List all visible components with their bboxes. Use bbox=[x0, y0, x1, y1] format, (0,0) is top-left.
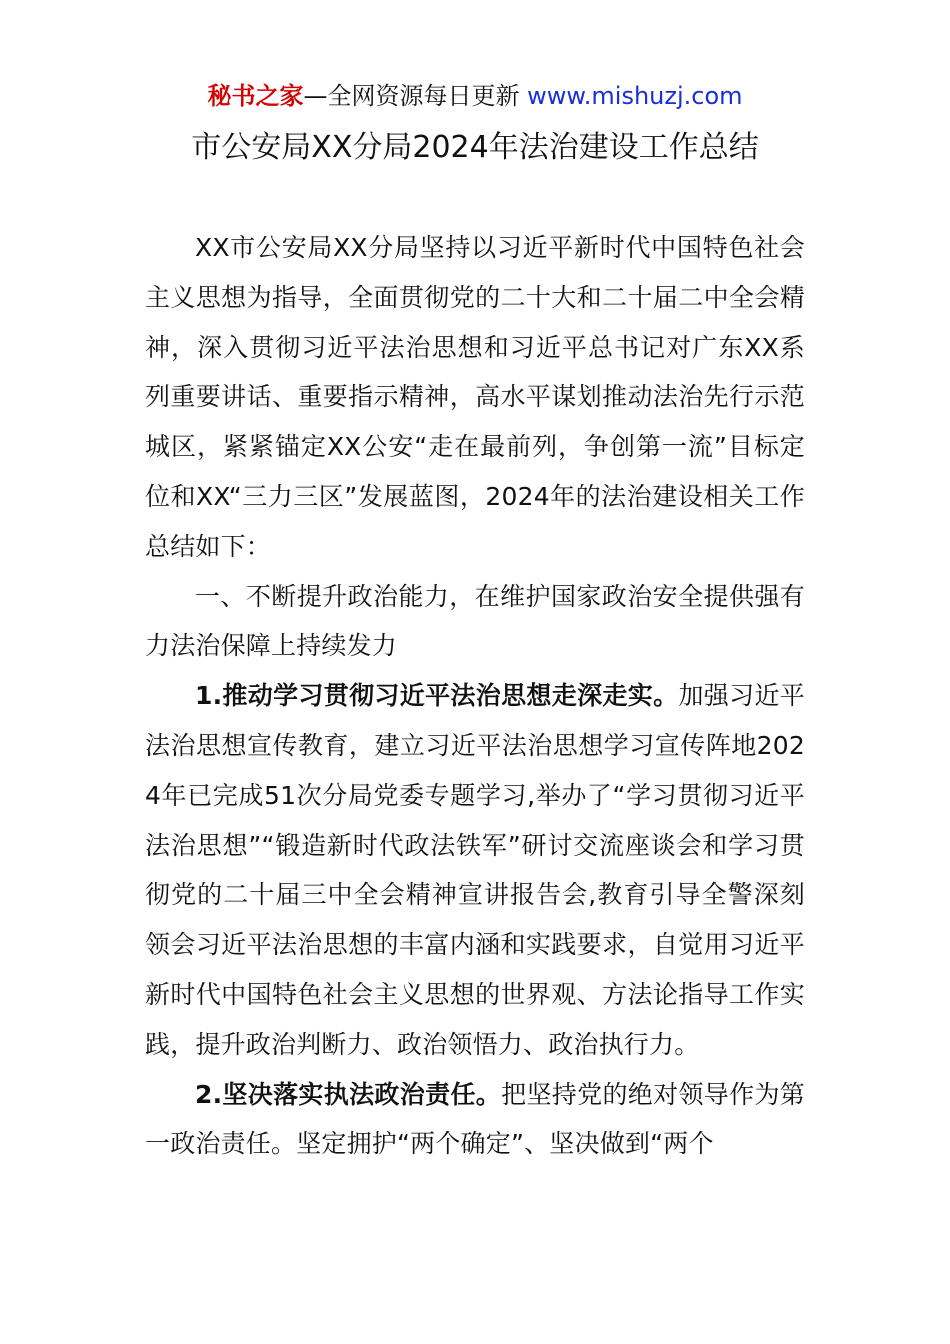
item-text-2: 把坚持党的绝对领导作为第一政治责任。坚定拥护“两个确定”、坚决做到“两个 bbox=[145, 1079, 805, 1159]
item-paragraph-1 bbox=[145, 671, 805, 1069]
item-lead-2: 2.坚决落实执法政治责任。 bbox=[195, 1079, 502, 1109]
brand-name: 秘书之家 bbox=[207, 82, 304, 110]
document-title: 市公安局XX分局2024年法治建设工作总结 bbox=[191, 130, 759, 165]
section-heading: 一、不断提升政治能力，在维护国家政治安全提供强有力法治保障上持续发力 bbox=[145, 581, 805, 661]
document-body bbox=[145, 223, 805, 1169]
item-paragraph-2 bbox=[145, 1070, 805, 1170]
site-banner bbox=[0, 80, 950, 112]
site-url-link[interactable]: www.mishuzj.com bbox=[527, 82, 743, 110]
intro-paragraph: XX市公安局XX分局坚持以习近平新时代中国特色社会主义思想为指导，全面贯彻党的二十大和二十届二中全会精神，深入贯彻习近平法治思想和习近平总书记对广东XX系列重要讲话、重要指示精神，高水平谋划推动法治先行示范城区，紧紧锚定XX公安“走在最前列，争创第一流”目标定位和XX“三力三区”发展蓝图，2024年的法治建设相关工作总结如下： bbox=[145, 233, 805, 561]
banner-tagline: —全网资源每日更新 bbox=[303, 82, 528, 110]
item-text-1: 加强习近平法治思想宣传教育，建立习近平法治思想学习宣传阵地2024年已完成51次分局党委专题学习,举办了“学习贯彻习近平法治思想”“锻造新时代政法铁军”研讨交流座谈会和学习贯彻党的二十届三中全会精神宣讲报告会,教育引导全警深刻领会习近平法治思想的丰富内涵和实践要求，自觉用习近平新时代中国特色社会主义思想的世界观、方法论指导工作实践，提升政治判断力、政治领悟力、政治执行力。 bbox=[145, 681, 805, 1059]
item-lead-1: 1.推动学习贯彻习近平法治思想走深走实。 bbox=[195, 681, 679, 711]
